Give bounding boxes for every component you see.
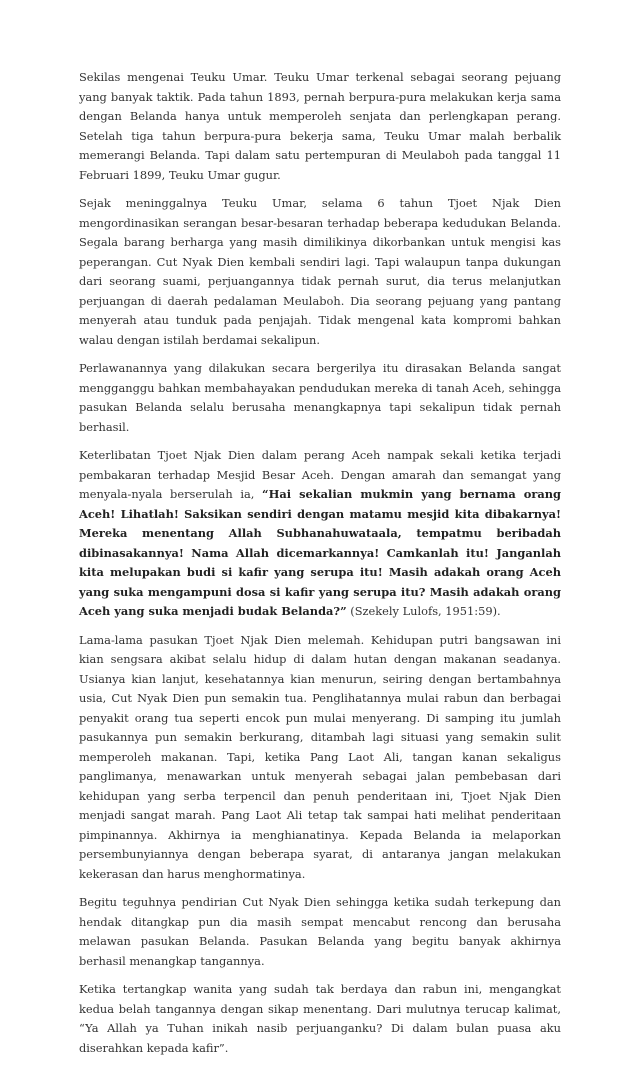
paragraph-intro-text: Keterlibatan Tjoet Njak Dien dalam perang Aceh nampak sekali ketika terjadi pembakaran terhadap Mesjid Besar Aceh. Dengan amarah dan semangat yang menyala-nyala berserulah ia, — [79, 448, 561, 501]
paragraph-teuku-umar: Sekilas mengenai Teuku Umar. Teuku Umar terkenal sebagai seorang pejuang yang banyak taktik. Pada tahun 1893, pernah berpura-pura melakukan kerja sama dengan Belanda hanya untuk memperoleh senjata dan perlengkapan perang. Setelah tiga tahun berpura-pura bekerja sama, Teuku Umar malah berbalik memerangi Belanda. Tapi dalam satu pertempuran di Meulaboh pada tanggal 11 Februari 1899, Teuku Umar gugur. — [79, 70, 561, 182]
paragraph-capture: Begitu teguhnya pendirian Cut Nyak Dien sehingga ketika sudah terkepung dan hendak ditangkap pun dia masih sempat mencabut rencong dan berusaha melawan pasukan Belanda. Pasukan Belanda yang begitu banyak akhirnya berhasil menangkap tangannya. — [79, 895, 561, 968]
document-body — [79, 68, 561, 1067]
citation: (Szekely Lulofs, 1951:59). — [346, 604, 501, 618]
paragraph-weakening: Lama-lama pasukan Tjoet Njak Dien melemah. Kehidupan putri bangsawan ini kian sengsara akibat selalu hidup di dalam hutan dengan makanan seadanya. Usianya kian lanjut, kesehatannya kian menurun, seiring dengan bertambahnya usia, Cut Nyak Dien pun semakin tua. Penglihatannya mulai rabun dan berbagai penyakit orang tua seperti encok pun mulai menyerang. Di samping itu jumlah pasukannya pun semakin berkurang, ditambah lagi situasi yang semakin sulit memperoleh makanan. Tapi, ketika Pang Laot Ali, tangan kanan sekaligus panglimanya, menawarkan untuk menyerah sebagai jalan pembebasan dari kehidupan yang serba terpencil dan penuh penderitaan ini, Tjoet Njak Dien menjadi sangat marah. Pang Laot Ali tetap tak sampai hati melihat penderitaan pimpinannya. Akhirnya ia menghianatinya. Kepada Belanda ia melaporkan persembunyiannya dengan beberapa syarat, di antaranya jangan melakukan kekerasan dan harus menghormatinya. — [79, 632, 561, 881]
paragraph-guerrilla: Perlawanannya yang dilakukan secara bergerilya itu dirasakan Belanda sangat mengganggu bahkan membahayakan pendudukan mereka di tanah Aceh, sehingga pasukan Belanda selalu berusaha menangkapnya tapi sekalipun tidak pernah berhasil. — [79, 361, 561, 434]
bold-quote: “Hai sekalian mukmin yang bernama orang Aceh! Lihatlah! Saksikan sendiri dengan matamu mesjid kita dibakarnya! Mereka menentang Allah Subhanahuwataala, tempatmu beribadah dibinasakannya! Nama Allah dicemarkannya! Camkanlah itu! Janganlah kita melupakan budi si kafir yang serupa itu! Masih adakah orang Aceh yang suka mengampuni dosa si kafir yang serupa itu? Masih adakah orang Aceh yang suka menjadi budak Belanda?” — [79, 487, 562, 618]
paragraph-last-words: Ketika tertangkap wanita yang sudah tak berdaya dan rabun ini, mengangkat kedua belah tangannya dengan sikap menentang. Dari mulutnya terucap kalimat, “Ya Allah ya Tuhan inikah nasib perjuanganku? Di dalam bulan puasa aku diserahkan kepada kafir”. — [79, 982, 561, 1055]
paragraph-mosque-burning — [79, 446, 561, 622]
paragraph-after-teuku-umar: Sejak meninggalnya Teuku Umar, selama 6 tahun Tjoet Njak Dien mengordinasikan serangan besar-besaran terhadap beberapa kedudukan Belanda. Segala barang berharga yang masih dimilikinya dikorbankan untuk mengisi kas peperangan. Cut Nyak Dien kembali sendiri lagi. Tapi walaupun tanpa dukungan dari seorang suami, perjuangannya tidak pernah surut, dia terus melanjutkan perjuangan di daerah pedalaman Meulaboh. Dia seorang pejuang yang pantang menyerah atau tunduk pada penjajah. Tidak mengenal kata kompromi bahkan walau dengan istilah berdamai sekalipun. — [79, 196, 561, 347]
